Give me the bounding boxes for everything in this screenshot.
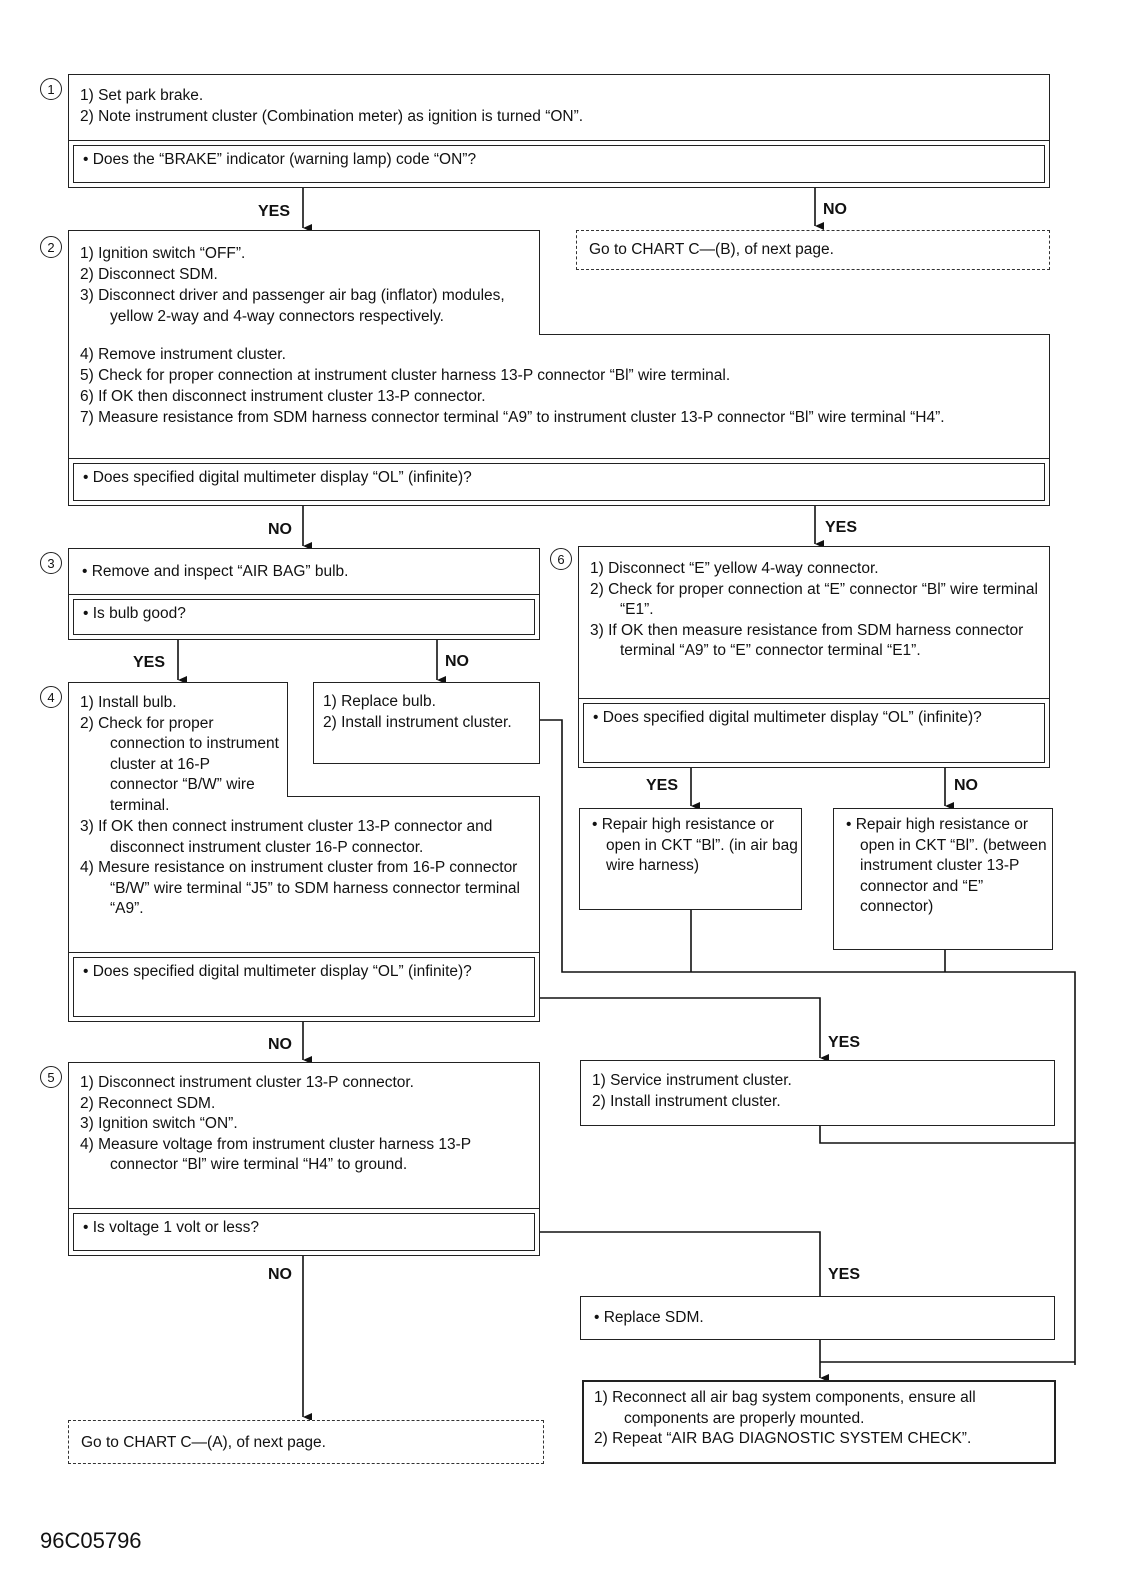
replace-bulb-instructions bbox=[323, 691, 533, 733]
step-2-instructions-a bbox=[80, 243, 532, 327]
step-3-question: • Is bulb good? bbox=[68, 594, 540, 640]
replace-sdm-text: • Replace SDM. bbox=[594, 1309, 704, 1326]
step-4-instructions-b bbox=[80, 817, 530, 920]
goto-chart-c-a-text: Go to CHART C—(A), of next page. bbox=[81, 1434, 326, 1451]
step-2-line: 4) Remove instrument cluster. bbox=[80, 346, 286, 363]
step-4-box-step bbox=[287, 796, 540, 797]
replace-bulb-line: 1) Replace bulb. bbox=[323, 693, 436, 710]
goto-chart-c-b bbox=[576, 230, 1050, 270]
step-2-question: • Does specified digital multimeter display “OL” (infinite)? bbox=[68, 458, 1050, 506]
repair-harness-text: • Repair high resistance or open in CKT “Bl”. (in air bag wire harness) bbox=[592, 816, 798, 874]
goto-chart-c-a bbox=[68, 1420, 544, 1464]
yes-label: YES bbox=[646, 777, 679, 794]
step-5-question: • Is voltage 1 volt or less? bbox=[68, 1208, 540, 1256]
step-5-number: 5 bbox=[40, 1066, 62, 1088]
step-2-line: 5) Check for proper connection at instrument cluster harness 13-P connector “Bl” wire terminal. bbox=[80, 367, 731, 384]
step-1-number: 1 bbox=[40, 78, 62, 100]
step-2-line: 7) Measure resistance from SDM harness connector terminal “A9” to instrument cluster 13-P connector “Bl” wire terminal “H4”. bbox=[80, 409, 945, 426]
figure-id: 96C05796 bbox=[40, 1528, 142, 1553]
yes-label: YES bbox=[828, 1034, 861, 1051]
yes-label: YES bbox=[825, 519, 858, 536]
step-1-instructions bbox=[80, 85, 1030, 127]
goto-chart-c-b-text: Go to CHART C—(B), of next page. bbox=[589, 241, 834, 258]
yes-label: YES bbox=[258, 203, 291, 220]
step-3-number: 3 bbox=[40, 552, 62, 574]
step-4-line: 3) If OK then connect instrument cluster 13-P connector and disconnect instrument cluster 16-P connector. bbox=[80, 818, 493, 856]
no-label: NO bbox=[954, 777, 978, 794]
step-1-line: 1) Set park brake. bbox=[80, 87, 204, 104]
step-4-number: 4 bbox=[40, 686, 62, 708]
step-2-line: 2) Disconnect SDM. bbox=[80, 266, 218, 283]
step-4-question: • Does specified digital multimeter display “OL” (infinite)? bbox=[68, 952, 540, 1022]
reconnect-line: 2) Repeat “AIR BAG DIAGNOSTIC SYSTEM CHECK”. bbox=[594, 1430, 972, 1447]
step-2-line: 1) Ignition switch “OFF”. bbox=[80, 245, 246, 262]
step-4-line: 4) Mesure resistance on instrument cluster from 16-P connector “B/W” wire terminal “J5” to SDM harness connector terminal “A9”. bbox=[80, 859, 521, 917]
service-cluster-instructions bbox=[592, 1070, 1042, 1112]
step-1-question: • Does the “BRAKE” indicator (warning lamp) code “ON”? bbox=[68, 140, 1050, 188]
repair-between-text: • Repair high resistance or open in CKT “Bl”. (between instrument cluster 13-P connector and “E” connector) bbox=[846, 816, 1047, 915]
step-6-line: 3) If OK then measure resistance from SDM harness connector terminal “A9” to “E” connector terminal “E1”. bbox=[590, 621, 1024, 659]
no-label: NO bbox=[823, 201, 847, 218]
step-5-instructions bbox=[80, 1073, 532, 1176]
step-2-box-step bbox=[539, 334, 1050, 335]
step-2-line: 6) If OK then disconnect instrument cluster 13-P connector. bbox=[80, 388, 486, 405]
yes-label: YES bbox=[133, 654, 166, 671]
step-5-line: 1) Disconnect instrument cluster 13-P connector. bbox=[80, 1074, 414, 1091]
step-4-line: 1) Install bulb. bbox=[80, 694, 177, 711]
step-2-number: 2 bbox=[40, 236, 62, 258]
no-label: NO bbox=[445, 653, 469, 670]
service-cluster-line: 1) Service instrument cluster. bbox=[592, 1072, 792, 1089]
reconnect-line: 1) Reconnect all air bag system components, ensure all components are properly mounted. bbox=[594, 1389, 976, 1427]
step-5-line: 4) Measure voltage from instrument cluster harness 13-P connector “Bl” wire terminal “H4” to ground. bbox=[80, 1135, 471, 1173]
yes-label: YES bbox=[828, 1266, 861, 1283]
step-4-line: 2) Check for proper connection to instrument cluster at 16-P connector “B/W” wire terminal. bbox=[80, 714, 279, 814]
step-3-action: • Remove and inspect “AIR BAG” bulb. bbox=[82, 563, 349, 580]
no-label: NO bbox=[268, 1266, 292, 1283]
reconnect-instructions bbox=[594, 1388, 1046, 1450]
service-cluster-line: 2) Install instrument cluster. bbox=[592, 1093, 781, 1110]
step-2-line: 3) Disconnect driver and passenger air bag (inflator) modules, yellow 2-way and 4-way connectors respectively. bbox=[80, 287, 505, 325]
step-6-line: 2) Check for proper connection at “E” connector “Bl” wire terminal “E1”. bbox=[590, 580, 1038, 618]
step-5-line: 2) Reconnect SDM. bbox=[80, 1094, 216, 1112]
replace-bulb-line: 2) Install instrument cluster. bbox=[323, 714, 512, 731]
step-6-question: • Does specified digital multimeter display “OL” (infinite)? bbox=[578, 698, 1050, 768]
step-2-instructions-b bbox=[80, 344, 1042, 428]
step-6-number: 6 bbox=[550, 548, 572, 570]
no-label: NO bbox=[268, 521, 292, 538]
no-label: NO bbox=[268, 1036, 292, 1053]
step-5-line: 3) Ignition switch “ON”. bbox=[80, 1115, 238, 1132]
step-1-line: 2) Note instrument cluster (Combination meter) as ignition is turned “ON”. bbox=[80, 108, 584, 125]
step-6-line: 1) Disconnect “E” yellow 4-way connector. bbox=[590, 560, 879, 577]
step-6-instructions bbox=[590, 559, 1042, 662]
step-4-instructions-a bbox=[80, 693, 280, 816]
